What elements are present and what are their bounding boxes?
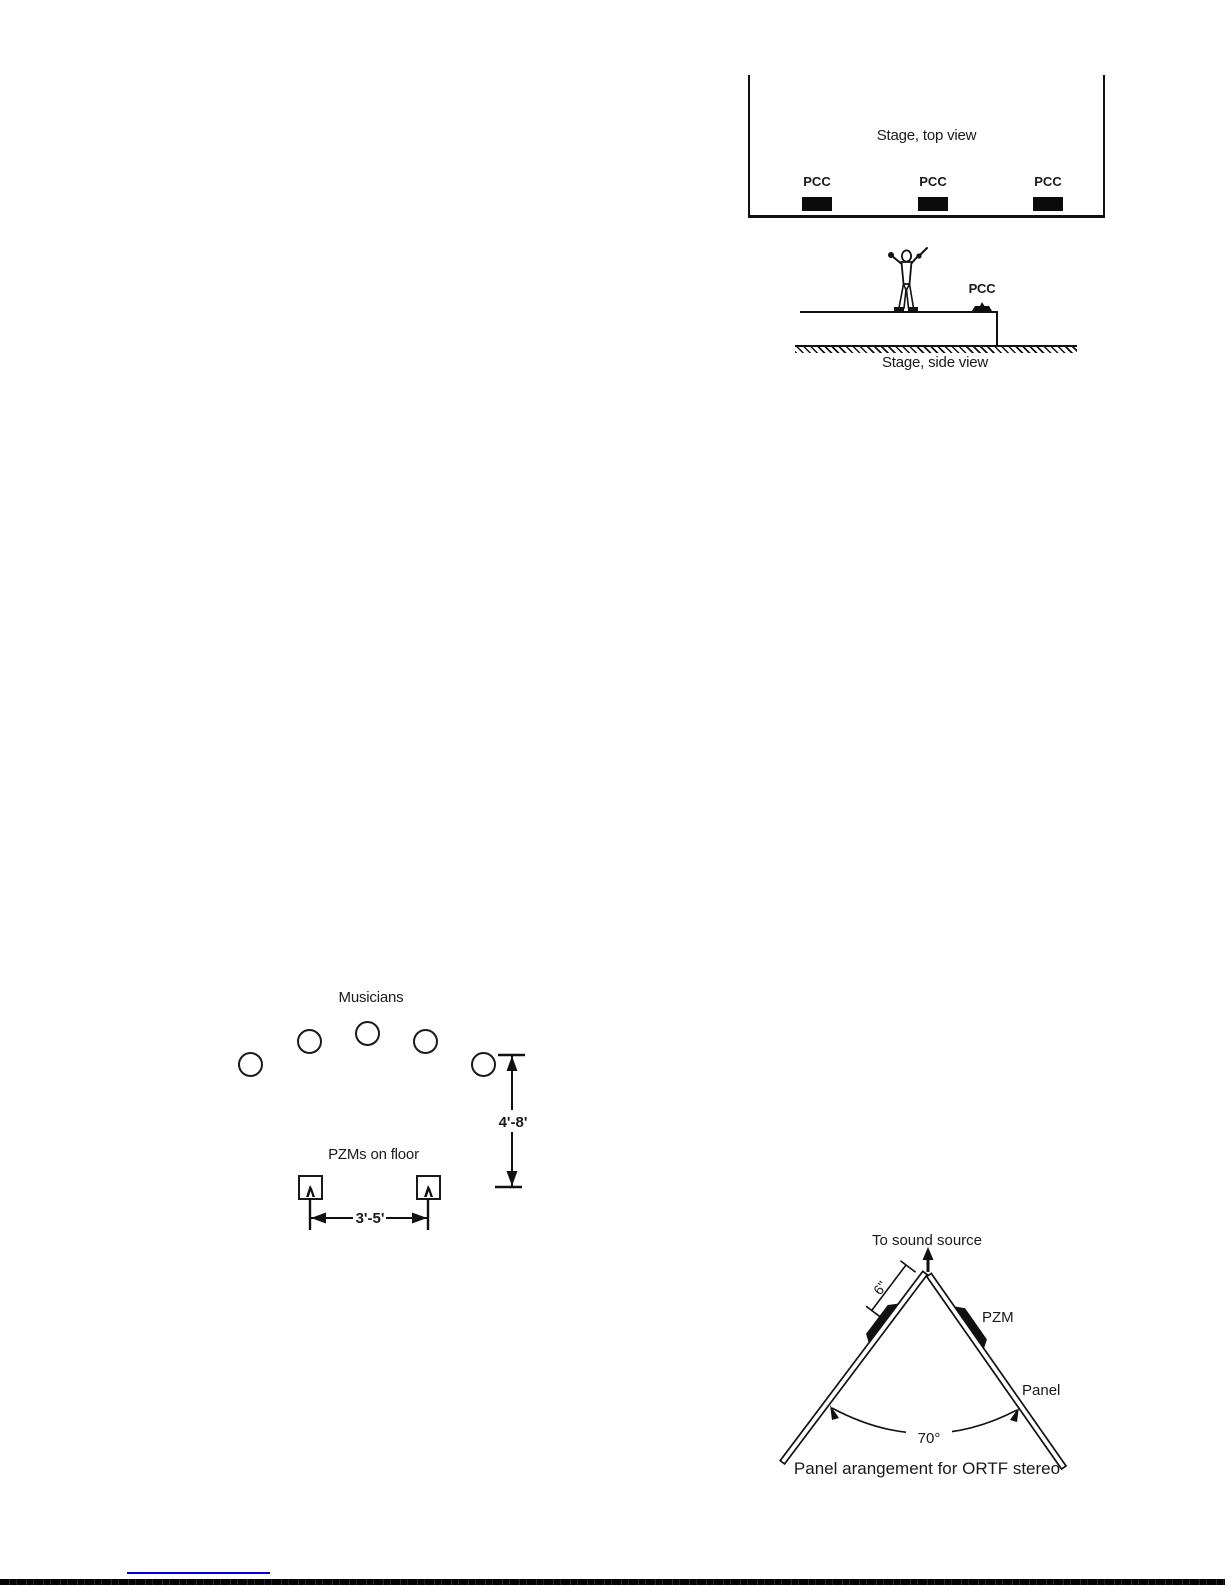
pcc-side-label: PCC <box>968 281 996 296</box>
pcc-mic-icon <box>802 197 832 211</box>
pcc-mic-top-3 <box>1026 174 1070 211</box>
left-panel <box>761 1257 927 1464</box>
spacing-dimension-label: 6" <box>869 1277 891 1298</box>
horizontal-dimension-label: 3'-5' <box>355 1210 385 1227</box>
pcc-label-2: PCC <box>919 174 947 189</box>
panel-label: Panel <box>1022 1382 1061 1399</box>
vertical-dimension <box>490 1048 542 1194</box>
pcc-label-3: PCC <box>1034 174 1062 189</box>
pcc-mic-icon <box>918 197 948 211</box>
pcc-mic-icon <box>1033 197 1063 211</box>
pcc-mic-top-2 <box>911 174 955 211</box>
ortf-caption: Panel arangement for ORTF stereo <box>793 1459 1061 1478</box>
ortf-panel-figure <box>740 1225 1110 1495</box>
angle-label: 70° <box>917 1430 941 1447</box>
conductor-figure <box>880 246 932 312</box>
musician-circle-2 <box>297 1029 322 1054</box>
ground-hatch <box>795 347 1077 353</box>
stage-platform-edge-line <box>996 311 998 346</box>
pcc-mic-side-icon <box>972 302 992 311</box>
footer-link-underline[interactable] <box>127 1572 270 1574</box>
sound-source-label: To sound source <box>871 1232 983 1249</box>
stage-platform-top-line <box>800 311 998 313</box>
stage-side-view-caption: Stage, side view <box>881 354 989 371</box>
horizontal-dimension <box>300 1192 440 1236</box>
musician-circle-4 <box>413 1029 438 1054</box>
stage-top-view-title: Stage, top view <box>876 127 977 144</box>
musicians-label: Musicians <box>338 989 404 1006</box>
stage-top-view-outline <box>748 75 1105 218</box>
musician-circle-3 <box>355 1021 380 1046</box>
page-bottom-edge <box>0 1579 1225 1585</box>
pzm-label: PZM <box>982 1309 1014 1326</box>
pcc-label-1: PCC <box>803 174 831 189</box>
pcc-mic-top-1 <box>795 174 839 211</box>
vertical-dimension-label: 4'-8' <box>498 1114 528 1131</box>
musician-circle-1 <box>238 1052 263 1077</box>
pzms-on-floor-label: PZMs on floor <box>328 1146 419 1163</box>
